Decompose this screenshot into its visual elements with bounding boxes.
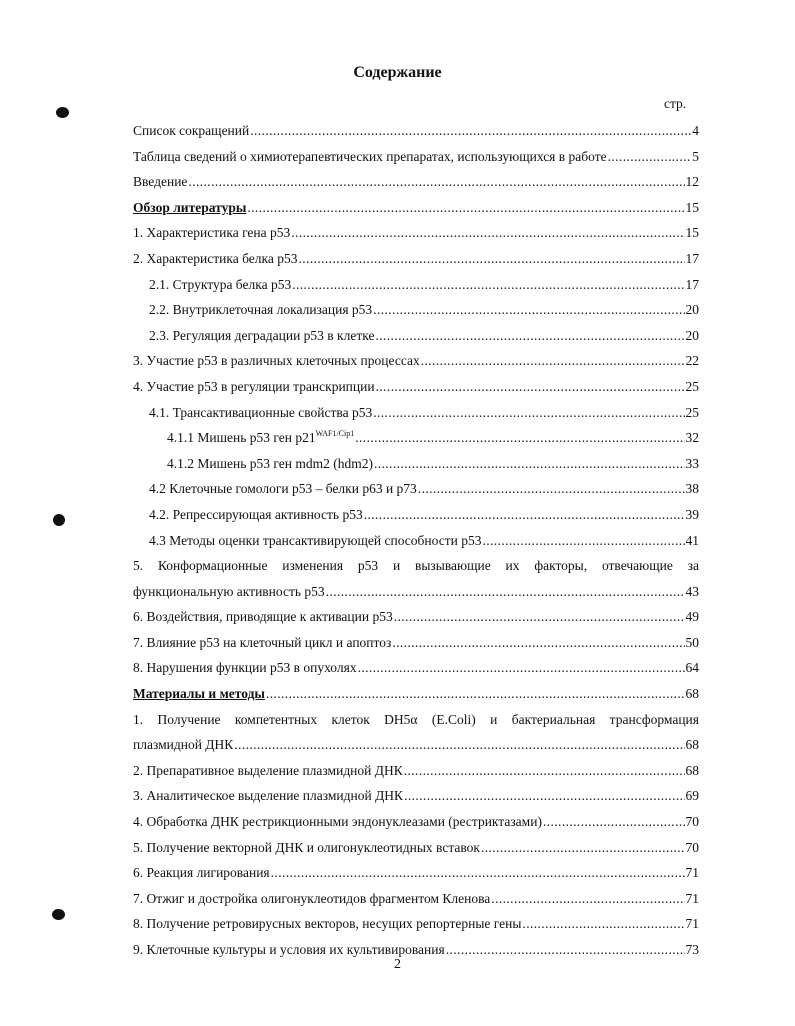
toc-label: 6. Воздействия, приводящие к активации p53 [133, 609, 393, 625]
toc-label-superscript: WAF1/Cip1 [315, 429, 355, 439]
toc-entry [133, 169, 699, 195]
toc-label: 5. Получение векторной ДНК и олигонуклеотидных вставок [133, 839, 480, 855]
toc-page: 64 [685, 660, 699, 676]
toc-label-line1: 5. Конформационные изменения p53 и вызывающие их факторы, отвечающие за [133, 558, 699, 574]
toc-page: 50 [685, 634, 699, 650]
toc-entry [133, 655, 699, 681]
toc-section-heading [133, 681, 699, 707]
toc-page: 12 [685, 174, 699, 190]
toc-page: 22 [685, 353, 699, 369]
toc-entry [133, 323, 699, 349]
toc-entry [133, 220, 699, 246]
toc-entry [133, 758, 699, 784]
toc-entry [133, 835, 699, 861]
toc-entry [133, 348, 699, 374]
punch-hole-mark [52, 909, 65, 920]
toc-entry [133, 246, 699, 272]
toc-page: 68 [685, 762, 699, 778]
toc-page: 71 [685, 890, 699, 906]
toc-label: Обзор литературы [133, 199, 247, 215]
toc-page: 4 [692, 123, 699, 138]
toc-label: 7. Влияние p53 на клеточный цикл и апоптоз [133, 634, 392, 650]
toc-entry [133, 425, 699, 451]
page-number: 2 [394, 957, 401, 972]
toc-label: 8. Получение ретровирусных векторов, несущих репортерные гены [133, 916, 522, 932]
toc-label: 3. Участие p53 в различных клеточных процессах [133, 353, 420, 369]
toc-label-line2: плазмидной ДНК [133, 737, 234, 753]
toc-page: 25 [685, 378, 699, 394]
toc-label: 8. Нарушения функции p53 в опухолях [133, 660, 357, 676]
toc-label: 4. Участие p53 в регуляции транскрипции [133, 378, 375, 394]
page-column-label: стр. [664, 96, 687, 111]
toc-label: 2. Характеристика белка p53 [133, 250, 298, 266]
toc-page: 32 [685, 430, 699, 446]
toc-entry [133, 809, 699, 835]
toc-entry [133, 451, 699, 477]
toc-label-line2: функциональную активность p53 [133, 583, 325, 599]
toc-label: 2.2. Внутриклеточная локализация p53 [149, 302, 373, 318]
toc-page: 20 [685, 327, 699, 343]
toc-page: 69 [685, 788, 699, 804]
toc-label: 4.2. Репрессирующая активность p53 [149, 506, 363, 522]
toc-entry [133, 297, 699, 323]
toc-entry [133, 502, 699, 528]
toc-page: 68 [685, 686, 699, 702]
toc-page: 73 [685, 942, 699, 957]
toc-page: 43 [685, 583, 699, 599]
toc-entry [133, 528, 699, 554]
toc-label: Таблица сведений о химиотерапевтических препаратах, использующихся в работе [133, 148, 607, 164]
toc-label: 2.1. Структура белка p53 [149, 276, 292, 292]
toc-label: 4.1.2 Мишень p53 ген mdm2 (hdm2) [167, 455, 373, 471]
toc-label: Введение [133, 174, 188, 190]
table-of-contents [133, 118, 699, 963]
toc-section-heading [133, 195, 699, 221]
toc-page: 17 [685, 250, 699, 266]
punch-hole-mark [56, 107, 69, 118]
toc-label: 1. Характеристика гена p53 [133, 225, 291, 241]
toc-page: 33 [685, 455, 699, 471]
toc-page: 71 [685, 865, 699, 881]
toc-entry [133, 911, 699, 937]
toc-entry [133, 476, 699, 502]
toc-label: Список сокращений [133, 123, 250, 138]
toc-entry [133, 604, 699, 630]
toc-label: 4.1.1 Мишень p53 ген p21 [167, 430, 316, 446]
toc-entry [133, 118, 699, 144]
toc-label: 9. Клеточные культуры и условия их культивирования [133, 942, 445, 957]
toc-label: 7. Отжиг и достройка олигонуклеотидов фрагментом Кленова [133, 890, 491, 906]
toc-entry [133, 374, 699, 400]
toc-page: 15 [685, 225, 699, 241]
toc-label: 2.3. Регуляция деградации p53 в клетке [149, 327, 375, 343]
toc-entry [133, 553, 699, 604]
toc-label: 6. Реакция лигирования [133, 865, 270, 881]
toc-label: 4.2 Клеточные гомологи p53 – белки p63 и p73 [149, 481, 417, 497]
toc-entry [133, 860, 699, 886]
punch-hole-mark [53, 514, 65, 526]
toc-page: 70 [685, 814, 699, 830]
toc-entry [133, 144, 699, 170]
toc-page: 39 [685, 506, 699, 522]
toc-label: 4.1. Трансактивационные свойства p53 [149, 404, 373, 420]
toc-page: 5 [692, 148, 699, 164]
toc-page: 41 [685, 532, 699, 548]
page-title: Содержание [353, 64, 442, 81]
toc-page: 17 [685, 276, 699, 292]
toc-page: 71 [685, 916, 699, 932]
toc-label: 4. Обработка ДНК рестрикционными эндонуклеазами (рестриктазами) [133, 814, 542, 830]
toc-page: 38 [685, 481, 699, 497]
toc-entry [133, 272, 699, 298]
toc-label: 3. Аналитическое выделение плазмидной ДНК [133, 788, 404, 804]
toc-label: 2. Препаративное выделение плазмидной ДНК [133, 762, 403, 778]
toc-entry [133, 630, 699, 656]
toc-page: 20 [685, 302, 699, 318]
toc-page: 70 [685, 839, 699, 855]
toc-label-line1: 1. Получение компетентных клеток DH5α (E.Coli) и бактериальная трансформация [133, 711, 699, 727]
toc-entry [133, 400, 699, 426]
toc-label: 4.3 Методы оценки трансактивирующей способности p53 [149, 532, 482, 548]
toc-entry [133, 886, 699, 912]
toc-label: Материалы и методы [133, 686, 265, 702]
toc-entry [133, 783, 699, 809]
toc-page: 25 [685, 404, 699, 420]
toc-entry [133, 707, 699, 758]
toc-page: 68 [685, 737, 699, 753]
toc-page: 49 [685, 609, 699, 625]
toc-page: 15 [685, 199, 699, 215]
